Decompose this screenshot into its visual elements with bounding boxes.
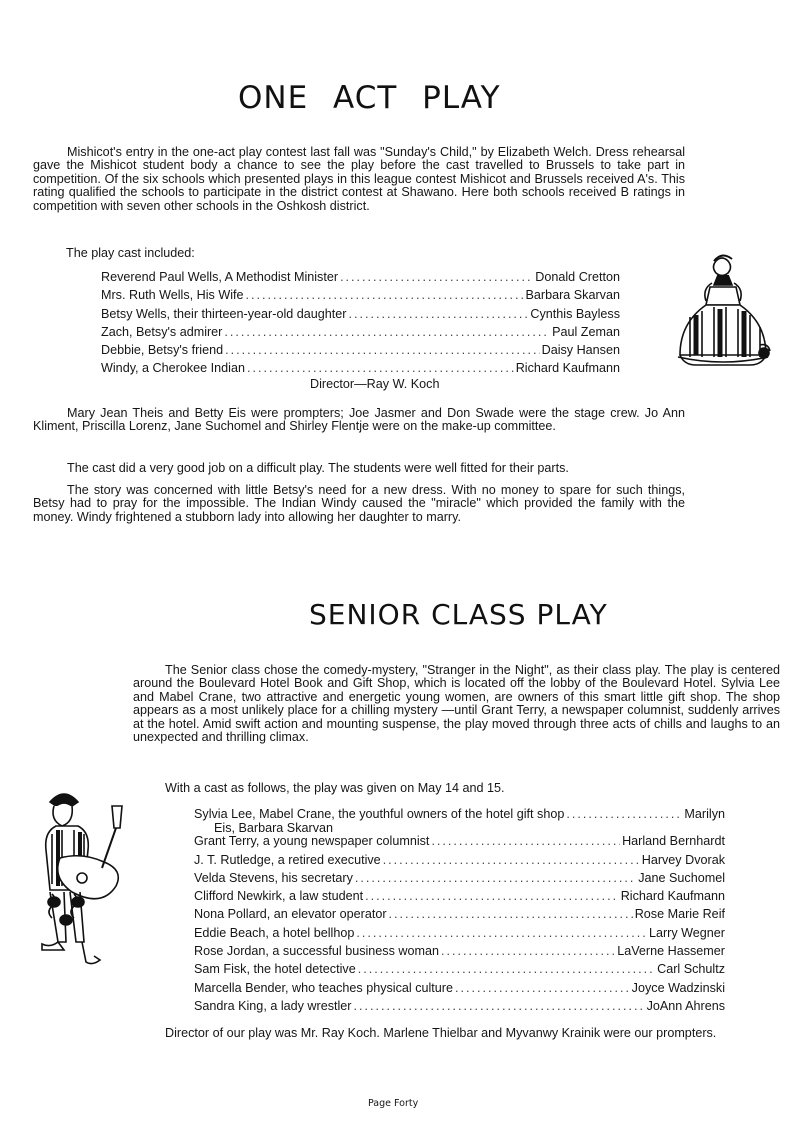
leader-dots xyxy=(566,807,682,821)
leader-dots xyxy=(225,343,539,357)
cast-role: Sandra King, a lady wrestler xyxy=(194,998,352,1013)
one-act-director: Director—Ray W. Koch xyxy=(310,377,440,391)
cast-role: Nona Pollard, an elevator operator xyxy=(194,907,387,922)
cast-role: Clifford Newkirk, a law student xyxy=(194,889,364,904)
senior-play-intro-paragraph: The Senior class chose the comedy-mystery, "Stranger in the Night", as their class play. The play is centered around the Boulevard Hotel Book and Gift Shop, which is located off the lobby of the Boulevard Hotel. Sylvia Lee and Mabel Crane, two attractive and energetic young women, are owners of this smart little gift shop. The shop appears as a most unlikely place for a chilling mystery —until Grant Terry, a newspaper columnist, suddenly arrives at the hotel. Amid swift action and mounting suspense, the play moved through three acts of chills and laughs to an unexpected and thrilling climax. xyxy=(133,663,780,745)
cast-row xyxy=(101,288,620,306)
cast-actor: Carl Schultz xyxy=(657,962,725,977)
one-act-cast-review-paragraph: The cast did a very good job on a difficult play. The students were well fitted for their parts. xyxy=(67,461,569,475)
cast-actor: Cynthis Bayless xyxy=(530,306,620,321)
cast-row-continuation xyxy=(194,821,725,834)
cast-actor: Donald Cretton xyxy=(535,270,620,284)
leader-dots xyxy=(246,288,524,302)
cast-row xyxy=(194,889,725,907)
cast-role: Grant Terry, a young newspaper columnist xyxy=(194,834,430,849)
leader-dots xyxy=(355,871,636,885)
cast-actor: JoAnn Ahrens xyxy=(646,998,725,1013)
cast-row xyxy=(194,907,725,925)
cast-actor: Joyce Wadzinski xyxy=(631,980,725,995)
cast-row xyxy=(101,307,620,325)
cast-actor: Daisy Hansen xyxy=(541,343,620,358)
cast-row xyxy=(101,325,620,343)
cast-actor: Paul Zeman xyxy=(552,324,620,339)
leader-dots xyxy=(340,270,533,284)
one-act-story-paragraph: The story was concerned with little Betsy's need for a new dress. With no money to spare for such things, Betsy had to pray for the impossible. The Indian Windy caused the "miracle" which provided the family with the money. Windy frightened a stubborn lady into allowing her daughter to marry. xyxy=(33,483,685,524)
one-act-play-title: ONE ACT PLAY xyxy=(238,80,501,116)
cast-role: Rose Jordan, a successful business woman xyxy=(194,944,440,959)
cast-role: J. T. Rutledge, a retired executive xyxy=(194,852,381,867)
cast-actor: Barbara Skarvan xyxy=(525,288,620,303)
cast-role: Mrs. Ruth Wells, His Wife xyxy=(101,288,244,303)
senior-class-play-title: SENIOR CLASS PLAY xyxy=(309,598,608,631)
leader-dots xyxy=(383,853,640,867)
one-act-intro-paragraph: Mishicot's entry in the one-act play contest last fall was "Sunday's Child," by Elizabeth Welch. Dress rehearsal gave the Mishicot student body a chance to see the play before the cast travelled to Brussels to take part in competition. Of the six schools which presented plays in this league contest Mishicot and Brussels received A's. This rating qualified the schools to participate in the district contest at Shawano. Here both schools received B ratings in competition with seven other schools in the Oshkosh district. xyxy=(33,145,685,213)
one-act-cast-intro: The play cast included: xyxy=(66,246,195,260)
senior-play-director-paragraph: Director of our play was Mr. Ray Koch. Marlene Thielbar and Myvanwy Krainik were our prompters. xyxy=(165,1026,717,1040)
cast-actor: Richard Kaufmann xyxy=(515,361,620,376)
leader-dots xyxy=(224,325,550,339)
leader-dots xyxy=(455,981,630,995)
cast-role: Debbie, Betsy's friend xyxy=(101,343,224,358)
leader-dots xyxy=(365,889,619,903)
one-act-cast-list xyxy=(101,270,620,380)
one-act-crew-paragraph: Mary Jean Theis and Betty Eis were prompters; Joe Jasmer and Don Swade were the stage crew. Jo Ann Kliment, Priscilla Lorenz, Jane Suchomel and Shirley Flentje were on the make-up committee. xyxy=(33,406,685,434)
cast-row xyxy=(194,962,725,980)
cast-row xyxy=(194,871,725,889)
cast-actor-continuation: Eis, Barbara Skarvan xyxy=(214,821,333,836)
cast-role: Zach, Betsy's admirer xyxy=(101,324,223,339)
page-number: Page Forty xyxy=(368,1098,419,1109)
jester-with-guitar-illustration xyxy=(20,782,135,1002)
cast-row xyxy=(194,944,725,962)
cast-role: Sam Fisk, the hotel detective xyxy=(194,962,356,977)
cast-actor: Rose Marie Reif xyxy=(634,907,725,922)
cast-role: Eddie Beach, a hotel bellhop xyxy=(194,925,355,940)
cast-role: Windy, a Cherokee Indian xyxy=(101,361,245,376)
lady-in-gown-illustration xyxy=(668,253,778,383)
cast-actor: Marilyn xyxy=(684,807,725,821)
cast-role: Velda Stevens, his secretary xyxy=(194,870,353,885)
cast-row xyxy=(194,981,725,999)
senior-cast-list xyxy=(194,807,725,1017)
cast-role: Betsy Wells, their thirteen-year-old daughter xyxy=(101,306,347,321)
cast-actor: Harland Bernhardt xyxy=(622,834,725,849)
cast-row xyxy=(101,343,620,361)
leader-dots xyxy=(356,926,647,940)
cast-role: Sylvia Lee, Mabel Crane, the youthful owners of the hotel gift shop xyxy=(194,807,565,821)
cast-role: Reverend Paul Wells, A Methodist Minister xyxy=(101,270,339,284)
cast-row xyxy=(194,999,725,1017)
leader-dots xyxy=(348,307,528,321)
cast-actor: Jane Suchomel xyxy=(638,870,725,885)
cast-actor: Larry Wegner xyxy=(648,925,725,940)
cast-row xyxy=(194,834,725,852)
senior-cast-intro: With a cast as follows, the play was given on May 14 and 15. xyxy=(165,781,505,795)
leader-dots xyxy=(441,944,615,958)
leader-dots xyxy=(389,907,633,921)
cast-row xyxy=(194,853,725,871)
leader-dots xyxy=(358,962,655,976)
cast-role: Marcella Bender, who teaches physical culture xyxy=(194,980,454,995)
leader-dots xyxy=(354,999,645,1013)
cast-row xyxy=(101,270,620,288)
cast-actor: Harvey Dvorak xyxy=(641,852,725,867)
leader-dots xyxy=(431,834,620,848)
cast-actor: LaVerne Hassemer xyxy=(617,944,725,959)
leader-dots xyxy=(247,361,514,375)
cast-row xyxy=(194,926,725,944)
cast-actor: Richard Kaufmann xyxy=(620,889,725,904)
